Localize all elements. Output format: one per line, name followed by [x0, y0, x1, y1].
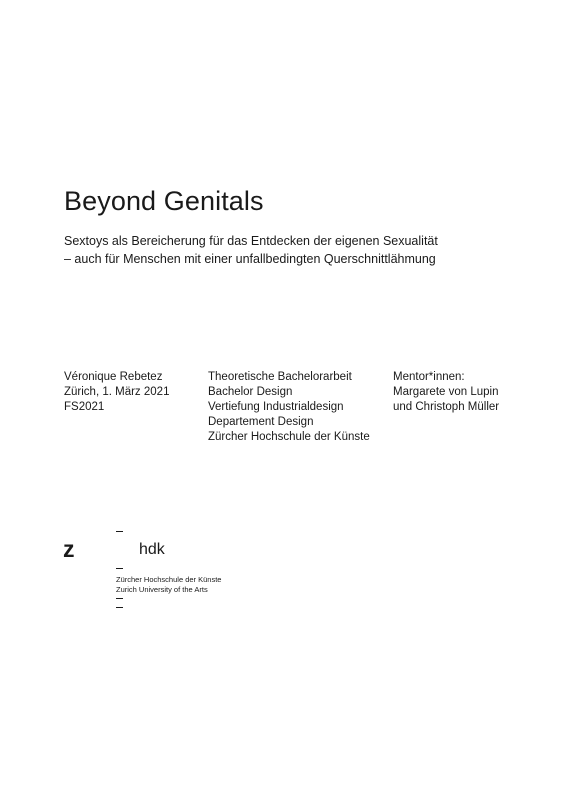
thesis-block	[208, 370, 370, 445]
specialization: Vertiefung Industrialdesign	[208, 401, 344, 413]
subtitle-line: Sextoys als Bereicherung für das Entdecken der eigenen Sexualität	[64, 234, 438, 248]
thesis-type: Theoretische Bachelorarbeit	[208, 371, 352, 383]
logo-dash	[116, 531, 123, 532]
mentor-name: Margarete von Lupin	[393, 386, 499, 398]
author-name: Véronique Rebetez	[64, 371, 163, 383]
logo-z-mark: z	[63, 536, 75, 562]
logo-dash	[116, 607, 123, 608]
logo-dash	[116, 598, 123, 599]
logo-dash	[116, 568, 123, 569]
place-date: Zürich, 1. März 2021	[64, 386, 170, 398]
subtitle-line: – auch für Menschen mit einer unfallbedingten Querschnittlähmung	[64, 252, 436, 266]
logo-line-de: Zürcher Hochschule der Künste	[116, 575, 222, 584]
university: Zürcher Hochschule der Künste	[208, 431, 370, 443]
logo-line-en: Zurich University of the Arts	[116, 585, 208, 594]
mentor-heading: Mentor*innen:	[393, 371, 465, 383]
author-block	[64, 370, 169, 415]
semester: FS2021	[64, 401, 105, 413]
document-title: Beyond Genitals	[64, 186, 264, 216]
degree: Bachelor Design	[208, 386, 293, 398]
mentor-name: und Christoph Müller	[393, 401, 500, 413]
mentor-block	[393, 370, 499, 415]
document-subtitle	[64, 232, 438, 268]
logo-subtitle	[116, 575, 221, 595]
logo-hdk: hdk	[139, 541, 165, 558]
department: Departement Design	[208, 416, 314, 428]
